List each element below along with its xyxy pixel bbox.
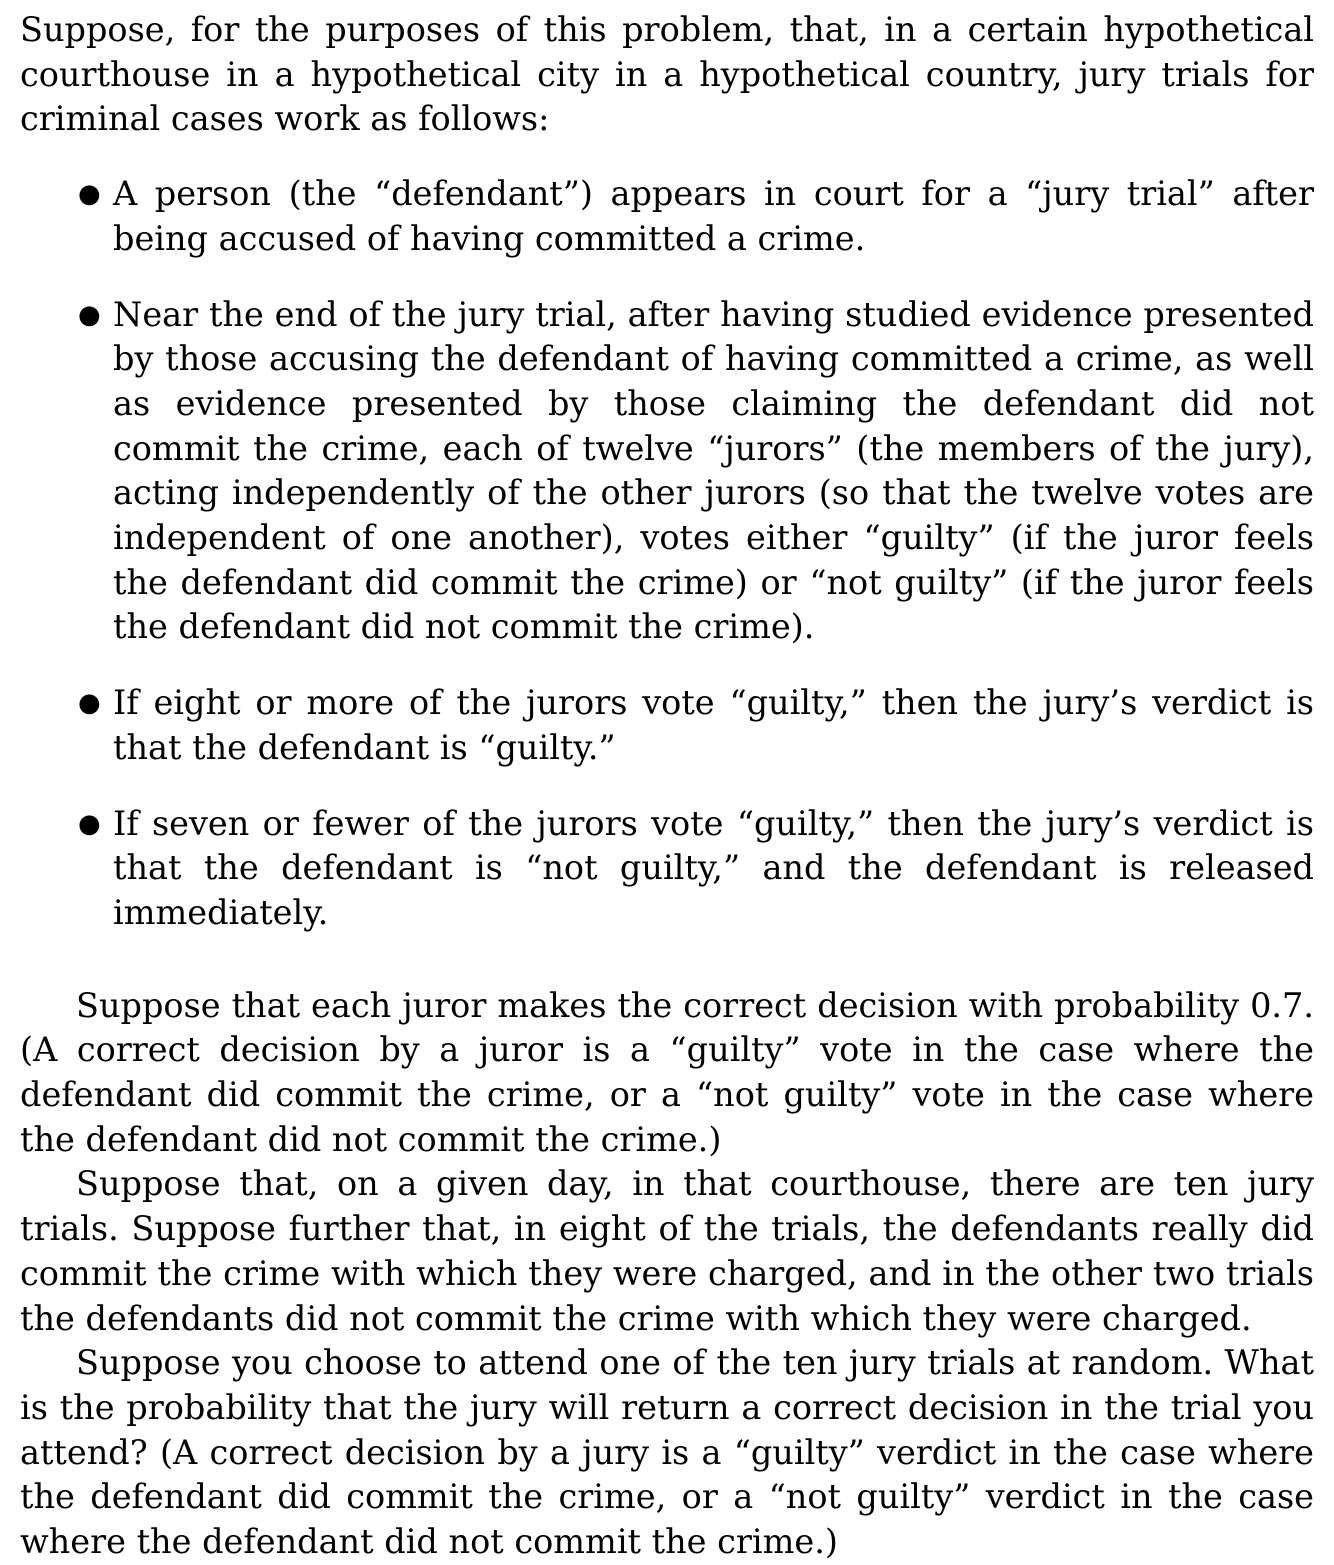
list-item (78, 681, 1314, 770)
rule-text: Near the end of the jury trial, after having studied evidence presented by those accusing the defendant of having committed a crime, as well as evidence presented by those claiming the defendant did not commit the crime, each of twelve “jurors” (the members of the jury), acting independently of the other jurors (so that the twelve votes are independent of one another), votes either “guilty” (if the juror feels the defendant did commit the crime) or “not guilty” (if the juror feels the defendant did not commit the crime). (113, 294, 1314, 647)
rule-text: If eight or more of the jurors vote “guilty,” then the jury’s verdict is that the defendant is “guilty.” (113, 683, 1314, 767)
bullet-icon: ● (78, 299, 101, 330)
rule-text: A person (the “defendant”) appears in court for a “jury trial” after being accused of having committed a crime. (113, 174, 1314, 258)
bullet-icon: ● (78, 179, 101, 210)
list-item (78, 802, 1314, 936)
list-item (78, 172, 1314, 261)
bullet-icon: ● (78, 808, 101, 839)
rules-list (20, 172, 1314, 936)
juror-probability-paragraph: Suppose that each juror makes the correct decision with probability 0.7. (A correct decision by a juror is a “guilty” vote in the case where the defendant did commit the crime, or a “not guilty” vote in the case where the defendant did not commit the crime.) (20, 985, 1314, 1159)
bullet-icon: ● (78, 688, 101, 719)
intro-paragraph: Suppose, for the purposes of this problem, that, in a certain hypothetical courthouse in a hypothetical city in a hypothetical country, jury trials for criminal cases work as follows: (20, 10, 1314, 139)
list-item (78, 293, 1314, 651)
question-paragraph: Suppose you choose to attend one of the ten jury trials at random. What is the probability that the jury will return a correct decision in the trial you attend? (A correct decision by a jury is a “guilty” verdict in the case where the defendant did commit the crime, or a “not guilty” verdict in the case where the defendant did not commit the crime.) (20, 1343, 1314, 1562)
trials-paragraph: Suppose that, on a given day, in that courthouse, there are ten jury trials. Suppose further that, in eight of the trials, the defendants really did commit the crime with which they were charged, and in the other two trials the defendants did not commit the crime with which they were charged. (20, 1164, 1314, 1338)
rule-text: If seven or fewer of the jurors vote “guilty,” then the jury’s verdict is that the defendant is “not guilty,” and the defendant is released immediately. (113, 803, 1314, 932)
problem-text (20, 8, 1314, 1565)
